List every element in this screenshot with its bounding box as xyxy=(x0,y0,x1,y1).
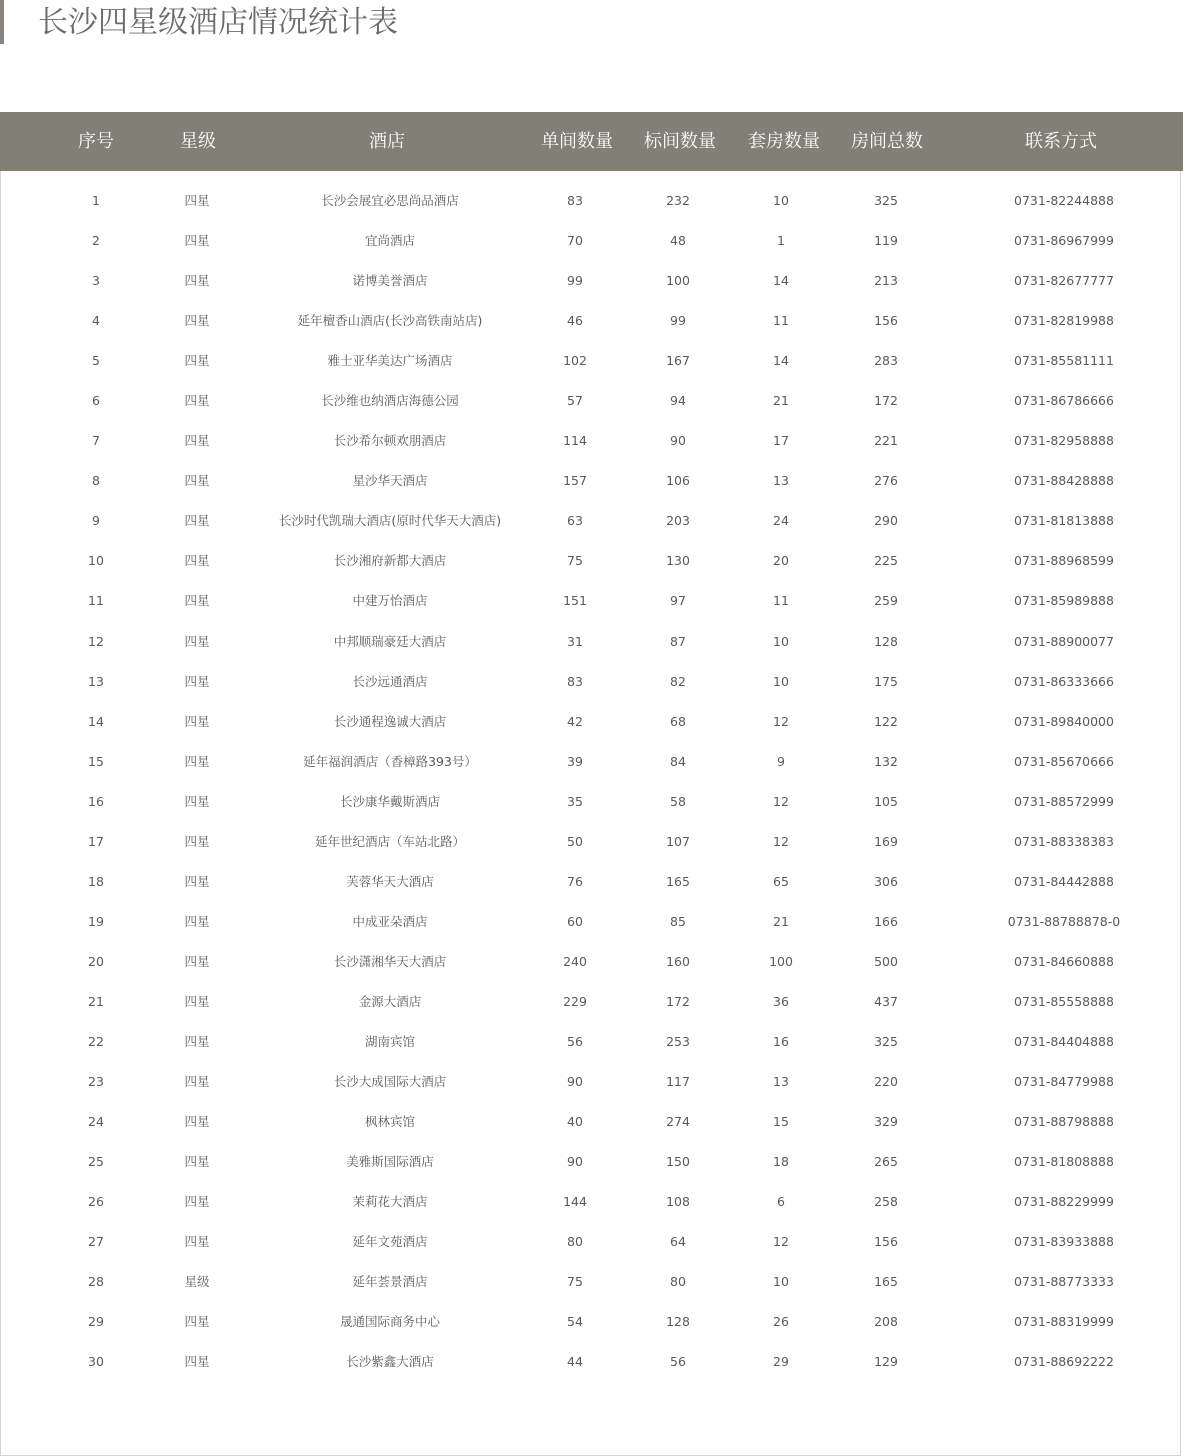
cell-standard-rooms: 274 xyxy=(666,1114,690,1130)
cell-suites: 11 xyxy=(773,313,789,329)
cell-suites: 10 xyxy=(773,633,789,649)
cell-suites: 36 xyxy=(773,993,789,1009)
table-row xyxy=(0,822,1183,862)
cell-suites: 12 xyxy=(773,713,789,729)
table-row xyxy=(0,501,1183,541)
cell-standard-rooms: 107 xyxy=(666,833,690,849)
cell-standard-rooms: 94 xyxy=(670,393,686,409)
cell-suites: 29 xyxy=(773,1354,789,1370)
cell-single-rooms: 57 xyxy=(567,393,583,409)
cell-standard-rooms: 100 xyxy=(666,273,690,289)
cell-suites: 10 xyxy=(773,193,789,208)
cell-standard-rooms: 253 xyxy=(666,1033,690,1049)
cell-standard-rooms: 108 xyxy=(666,1194,690,1210)
cell-index: 1 xyxy=(92,193,100,208)
cell-total-rooms: 258 xyxy=(874,1194,898,1210)
cell-star-level: 四星 xyxy=(184,273,210,289)
cell-index: 18 xyxy=(88,873,104,889)
table-row xyxy=(0,862,1183,902)
cell-suites: 100 xyxy=(769,953,793,969)
cell-contact: 0731-86967999 xyxy=(1014,233,1114,249)
header-contact: 联系方式 xyxy=(1025,131,1097,152)
header-standard-rooms: 标间数量 xyxy=(644,131,716,152)
table-row xyxy=(0,662,1183,702)
cell-star-level: 四星 xyxy=(184,353,210,369)
cell-suites: 14 xyxy=(773,353,789,369)
cell-total-rooms: 128 xyxy=(874,633,898,649)
cell-single-rooms: 46 xyxy=(567,313,583,329)
cell-hotel-name: 中成亚朵酒店 xyxy=(352,913,428,929)
header-index: 序号 xyxy=(78,131,114,152)
table-row xyxy=(0,622,1183,662)
cell-standard-rooms: 167 xyxy=(666,353,690,369)
table-row xyxy=(0,1222,1183,1262)
table-row xyxy=(0,702,1183,742)
cell-hotel-name: 诺博美誉酒店 xyxy=(352,273,428,289)
cell-suites: 13 xyxy=(773,1074,789,1090)
cell-suites: 13 xyxy=(773,473,789,489)
table-row xyxy=(0,381,1183,421)
table-row xyxy=(0,301,1183,341)
table-row xyxy=(0,1342,1183,1382)
cell-hotel-name: 长沙通程逸诚大酒店 xyxy=(333,713,447,729)
cell-total-rooms: 208 xyxy=(874,1314,898,1330)
cell-single-rooms: 75 xyxy=(567,1274,583,1290)
cell-total-rooms: 220 xyxy=(874,1074,898,1090)
cell-total-rooms: 221 xyxy=(874,433,898,449)
cell-star-level: 四星 xyxy=(184,1354,210,1370)
cell-total-rooms: 265 xyxy=(874,1154,898,1170)
cell-index: 5 xyxy=(92,353,100,369)
table-row xyxy=(0,742,1183,782)
cell-star-level: 四星 xyxy=(184,1154,210,1170)
cell-star-level: 四星 xyxy=(184,713,210,729)
cell-total-rooms: 437 xyxy=(874,993,898,1009)
cell-contact: 0731-85581111 xyxy=(1014,353,1114,369)
cell-single-rooms: 151 xyxy=(563,593,587,609)
cell-contact: 0731-88572999 xyxy=(1014,793,1114,809)
cell-hotel-name: 延年檀香山酒店(长沙高铁南站店) xyxy=(297,313,483,329)
cell-star-level: 四星 xyxy=(184,1314,210,1330)
cell-star-level: 四星 xyxy=(184,993,210,1009)
cell-index: 29 xyxy=(88,1314,104,1330)
cell-star-level: 四星 xyxy=(184,1033,210,1049)
cell-contact: 0731-82244888 xyxy=(1014,193,1114,208)
cell-standard-rooms: 85 xyxy=(670,913,686,929)
cell-index: 10 xyxy=(88,553,104,569)
cell-standard-rooms: 128 xyxy=(666,1314,690,1330)
cell-total-rooms: 105 xyxy=(874,793,898,809)
cell-total-rooms: 306 xyxy=(874,873,898,889)
cell-contact: 0731-88788878-0 xyxy=(1007,913,1121,929)
cell-single-rooms: 56 xyxy=(567,1033,583,1049)
cell-total-rooms: 172 xyxy=(874,393,898,409)
cell-standard-rooms: 48 xyxy=(670,233,686,249)
cell-single-rooms: 144 xyxy=(563,1194,587,1210)
cell-standard-rooms: 80 xyxy=(670,1274,686,1290)
cell-single-rooms: 90 xyxy=(567,1074,583,1090)
cell-hotel-name: 雅士亚华美达广场酒店 xyxy=(327,353,453,369)
cell-suites: 10 xyxy=(773,673,789,689)
cell-hotel-name: 长沙维也纳酒店海德公园 xyxy=(321,393,459,409)
cell-single-rooms: 54 xyxy=(567,1314,583,1330)
cell-hotel-name: 中建万怡酒店 xyxy=(352,593,428,609)
cell-hotel-name: 星沙华天酒店 xyxy=(352,473,428,489)
cell-single-rooms: 80 xyxy=(567,1234,583,1250)
cell-standard-rooms: 106 xyxy=(666,473,690,489)
cell-star-level: 四星 xyxy=(184,553,210,569)
table-body xyxy=(0,181,1183,1382)
cell-total-rooms: 225 xyxy=(874,553,898,569)
cell-suites: 16 xyxy=(773,1033,789,1049)
cell-hotel-name: 枫林宾馆 xyxy=(364,1114,415,1130)
cell-index: 27 xyxy=(88,1234,104,1250)
cell-star-level: 四星 xyxy=(184,193,210,208)
cell-standard-rooms: 82 xyxy=(670,673,686,689)
cell-standard-rooms: 203 xyxy=(666,513,690,529)
cell-star-level: 四星 xyxy=(184,473,210,489)
cell-hotel-name: 美雅斯国际酒店 xyxy=(346,1154,434,1170)
cell-total-rooms: 290 xyxy=(874,513,898,529)
table-row xyxy=(0,1142,1183,1182)
cell-suites: 26 xyxy=(773,1314,789,1330)
table-row xyxy=(0,1102,1183,1142)
cell-contact: 0731-81813888 xyxy=(1014,513,1114,529)
cell-index: 22 xyxy=(88,1033,104,1049)
cell-index: 20 xyxy=(88,953,104,969)
cell-single-rooms: 63 xyxy=(567,513,583,529)
cell-index: 13 xyxy=(88,673,104,689)
cell-total-rooms: 165 xyxy=(874,1274,898,1290)
cell-contact: 0731-84779988 xyxy=(1014,1074,1114,1090)
cell-index: 3 xyxy=(92,273,100,289)
cell-single-rooms: 114 xyxy=(563,433,587,449)
cell-star-level: 四星 xyxy=(184,233,210,249)
cell-single-rooms: 60 xyxy=(567,913,583,929)
cell-hotel-name: 长沙紫鑫大酒店 xyxy=(346,1354,434,1370)
cell-hotel-name: 芙蓉华天大酒店 xyxy=(346,873,434,889)
cell-index: 11 xyxy=(88,593,104,609)
cell-hotel-name: 湖南宾馆 xyxy=(364,1033,415,1049)
cell-contact: 0731-88773333 xyxy=(1014,1274,1114,1290)
cell-star-level: 四星 xyxy=(184,953,210,969)
cell-suites: 12 xyxy=(773,1234,789,1250)
cell-suites: 14 xyxy=(773,273,789,289)
title-accent-bar xyxy=(0,0,4,44)
cell-standard-rooms: 56 xyxy=(670,1354,686,1370)
cell-total-rooms: 129 xyxy=(874,1354,898,1370)
table-row xyxy=(0,221,1183,261)
cell-index: 9 xyxy=(92,513,100,529)
table-row xyxy=(0,942,1183,982)
cell-hotel-name: 长沙潇湘华天大酒店 xyxy=(333,953,447,969)
cell-contact: 0731-88229999 xyxy=(1014,1194,1114,1210)
cell-standard-rooms: 117 xyxy=(666,1074,690,1090)
cell-index: 17 xyxy=(88,833,104,849)
cell-star-level: 四星 xyxy=(184,313,210,329)
cell-total-rooms: 213 xyxy=(874,273,898,289)
table-row xyxy=(0,1022,1183,1062)
cell-hotel-name: 长沙大成国际大酒店 xyxy=(333,1074,447,1090)
cell-contact: 0731-85989888 xyxy=(1014,593,1114,609)
cell-suites: 9 xyxy=(777,753,785,769)
page-title: 长沙四星级酒店情况统计表 xyxy=(38,5,398,40)
table-row xyxy=(0,1262,1183,1302)
cell-total-rooms: 283 xyxy=(874,353,898,369)
cell-hotel-name: 中邦顺瑞豪廷大酒店 xyxy=(333,633,447,649)
cell-total-rooms: 156 xyxy=(874,1234,898,1250)
table-row xyxy=(0,1302,1183,1342)
cell-star-level: 四星 xyxy=(184,833,210,849)
header-star-level: 星级 xyxy=(180,131,216,152)
cell-suites: 12 xyxy=(773,833,789,849)
cell-total-rooms: 122 xyxy=(874,713,898,729)
cell-index: 2 xyxy=(92,233,100,249)
cell-total-rooms: 166 xyxy=(874,913,898,929)
cell-standard-rooms: 58 xyxy=(670,793,686,809)
cell-single-rooms: 229 xyxy=(563,993,587,1009)
cell-hotel-name: 延年荟景酒店 xyxy=(352,1274,428,1290)
cell-star-level: 四星 xyxy=(184,793,210,809)
table-header xyxy=(0,112,1183,171)
cell-suites: 15 xyxy=(773,1114,789,1130)
cell-standard-rooms: 84 xyxy=(670,753,686,769)
cell-star-level: 四星 xyxy=(184,593,210,609)
cell-standard-rooms: 172 xyxy=(666,993,690,1009)
cell-contact: 0731-88798888 xyxy=(1014,1114,1114,1130)
table-row xyxy=(0,181,1183,221)
cell-index: 21 xyxy=(88,993,104,1009)
cell-standard-rooms: 90 xyxy=(670,433,686,449)
cell-suites: 21 xyxy=(773,913,789,929)
cell-total-rooms: 132 xyxy=(874,753,898,769)
cell-standard-rooms: 64 xyxy=(670,1234,686,1250)
cell-hotel-name: 长沙远通酒店 xyxy=(352,673,428,689)
cell-standard-rooms: 97 xyxy=(670,593,686,609)
cell-suites: 12 xyxy=(773,793,789,809)
cell-hotel-name: 金源大酒店 xyxy=(358,993,422,1009)
cell-contact: 0731-84660888 xyxy=(1014,953,1114,969)
cell-suites: 21 xyxy=(773,393,789,409)
table-row xyxy=(0,541,1183,581)
cell-single-rooms: 35 xyxy=(567,793,583,809)
cell-index: 4 xyxy=(92,313,100,329)
cell-single-rooms: 40 xyxy=(567,1114,583,1130)
cell-standard-rooms: 87 xyxy=(670,633,686,649)
cell-suites: 1 xyxy=(777,233,785,249)
cell-suites: 65 xyxy=(773,873,789,889)
cell-index: 16 xyxy=(88,793,104,809)
cell-contact: 0731-82677777 xyxy=(1014,273,1114,289)
cell-total-rooms: 276 xyxy=(874,473,898,489)
cell-single-rooms: 31 xyxy=(567,633,583,649)
cell-index: 8 xyxy=(92,473,100,489)
cell-total-rooms: 259 xyxy=(874,593,898,609)
cell-single-rooms: 83 xyxy=(567,673,583,689)
table-row xyxy=(0,1062,1183,1102)
cell-total-rooms: 119 xyxy=(874,233,898,249)
cell-suites: 18 xyxy=(773,1154,789,1170)
cell-standard-rooms: 130 xyxy=(666,553,690,569)
table-row xyxy=(0,261,1183,301)
cell-hotel-name: 宜尚酒店 xyxy=(364,233,415,249)
cell-single-rooms: 75 xyxy=(567,553,583,569)
cell-single-rooms: 70 xyxy=(567,233,583,249)
cell-suites: 24 xyxy=(773,513,789,529)
cell-single-rooms: 157 xyxy=(563,473,587,489)
cell-standard-rooms: 99 xyxy=(670,313,686,329)
cell-index: 23 xyxy=(88,1074,104,1090)
cell-suites: 6 xyxy=(777,1194,785,1210)
cell-single-rooms: 76 xyxy=(567,873,583,889)
cell-total-rooms: 325 xyxy=(874,193,898,208)
header-hotel: 酒店 xyxy=(369,131,405,152)
cell-contact: 0731-88968599 xyxy=(1014,553,1114,569)
cell-contact: 0731-84404888 xyxy=(1014,1033,1114,1049)
cell-hotel-name: 长沙康华戴斯酒店 xyxy=(339,793,440,809)
table-row xyxy=(0,782,1183,822)
cell-single-rooms: 39 xyxy=(567,753,583,769)
cell-star-level: 四星 xyxy=(184,393,210,409)
cell-single-rooms: 99 xyxy=(567,273,583,289)
cell-star-level: 四星 xyxy=(184,913,210,929)
cell-contact: 0731-82819988 xyxy=(1014,313,1114,329)
table-row xyxy=(0,581,1183,621)
cell-index: 7 xyxy=(92,433,100,449)
cell-star-level: 四星 xyxy=(184,1114,210,1130)
cell-contact: 0731-81808888 xyxy=(1014,1154,1114,1170)
cell-hotel-name: 延年文苑酒店 xyxy=(352,1234,428,1250)
cell-index: 19 xyxy=(88,913,104,929)
cell-contact: 0731-85558888 xyxy=(1014,993,1114,1009)
cell-star-level: 四星 xyxy=(184,673,210,689)
cell-contact: 0731-86786666 xyxy=(1014,393,1114,409)
cell-contact: 0731-83933888 xyxy=(1014,1234,1114,1250)
cell-single-rooms: 50 xyxy=(567,833,583,849)
cell-contact: 0731-88692222 xyxy=(1014,1354,1114,1370)
table-row xyxy=(0,421,1183,461)
cell-star-level: 四星 xyxy=(184,753,210,769)
cell-star-level: 四星 xyxy=(184,1234,210,1250)
cell-star-level: 四星 xyxy=(184,513,210,529)
cell-contact: 0731-88900077 xyxy=(1014,633,1114,649)
cell-star-level: 四星 xyxy=(184,873,210,889)
cell-total-rooms: 500 xyxy=(874,953,898,969)
cell-standard-rooms: 160 xyxy=(666,953,690,969)
cell-total-rooms: 325 xyxy=(874,1033,898,1049)
cell-contact: 0731-88338383 xyxy=(1014,833,1114,849)
cell-single-rooms: 42 xyxy=(567,713,583,729)
cell-index: 30 xyxy=(88,1354,104,1370)
cell-star-level: 四星 xyxy=(184,633,210,649)
header-single-rooms: 单间数量 xyxy=(541,131,613,152)
cell-index: 25 xyxy=(88,1154,104,1170)
cell-single-rooms: 83 xyxy=(567,193,583,208)
cell-total-rooms: 175 xyxy=(874,673,898,689)
cell-index: 26 xyxy=(88,1194,104,1210)
cell-total-rooms: 156 xyxy=(874,313,898,329)
cell-contact: 0731-82958888 xyxy=(1014,433,1114,449)
cell-single-rooms: 102 xyxy=(563,353,587,369)
table-row xyxy=(0,1182,1183,1222)
cell-total-rooms: 329 xyxy=(874,1114,898,1130)
cell-index: 28 xyxy=(88,1274,104,1290)
cell-index: 24 xyxy=(88,1114,104,1130)
cell-suites: 20 xyxy=(773,553,789,569)
cell-index: 12 xyxy=(88,633,104,649)
cell-single-rooms: 90 xyxy=(567,1154,583,1170)
table-row xyxy=(0,341,1183,381)
cell-star-level: 四星 xyxy=(184,1194,210,1210)
cell-contact: 0731-89840000 xyxy=(1014,713,1114,729)
cell-index: 15 xyxy=(88,753,104,769)
cell-single-rooms: 240 xyxy=(563,953,587,969)
table-row xyxy=(0,461,1183,501)
cell-hotel-name: 长沙湘府新都大酒店 xyxy=(333,553,447,569)
cell-total-rooms: 169 xyxy=(874,833,898,849)
cell-hotel-name: 茉莉花大酒店 xyxy=(352,1194,428,1210)
header-total-rooms: 房间总数 xyxy=(851,131,923,152)
cell-standard-rooms: 165 xyxy=(666,873,690,889)
cell-standard-rooms: 232 xyxy=(666,193,690,208)
cell-contact: 0731-86333666 xyxy=(1014,673,1114,689)
cell-suites: 17 xyxy=(773,433,789,449)
table-row xyxy=(0,902,1183,942)
cell-index: 14 xyxy=(88,713,104,729)
cell-hotel-name: 延年世纪酒店（车站北路） xyxy=(314,833,465,849)
cell-suites: 10 xyxy=(773,1274,789,1290)
cell-contact: 0731-88319999 xyxy=(1014,1314,1114,1330)
cell-contact: 0731-84442888 xyxy=(1014,873,1114,889)
cell-contact: 0731-88428888 xyxy=(1014,473,1114,489)
cell-suites: 11 xyxy=(773,593,789,609)
cell-star-level: 星级 xyxy=(184,1274,210,1290)
cell-standard-rooms: 68 xyxy=(670,713,686,729)
cell-single-rooms: 44 xyxy=(567,1354,583,1370)
cell-standard-rooms: 150 xyxy=(666,1154,690,1170)
cell-star-level: 四星 xyxy=(184,433,210,449)
table-row xyxy=(0,982,1183,1022)
cell-hotel-name: 延年福润酒店（香樟路393号） xyxy=(303,753,477,769)
cell-contact: 0731-85670666 xyxy=(1014,753,1114,769)
cell-hotel-name: 晟通国际商务中心 xyxy=(339,1314,440,1330)
header-suites: 套房数量 xyxy=(748,131,820,152)
cell-hotel-name: 长沙会展宜必思尚品酒店 xyxy=(321,193,459,208)
cell-hotel-name: 长沙时代凯瑞大酒店(原时代华天大酒店) xyxy=(278,513,502,529)
cell-star-level: 四星 xyxy=(184,1074,210,1090)
cell-hotel-name: 长沙希尔顿欢朋酒店 xyxy=(333,433,447,449)
cell-index: 6 xyxy=(92,393,100,409)
